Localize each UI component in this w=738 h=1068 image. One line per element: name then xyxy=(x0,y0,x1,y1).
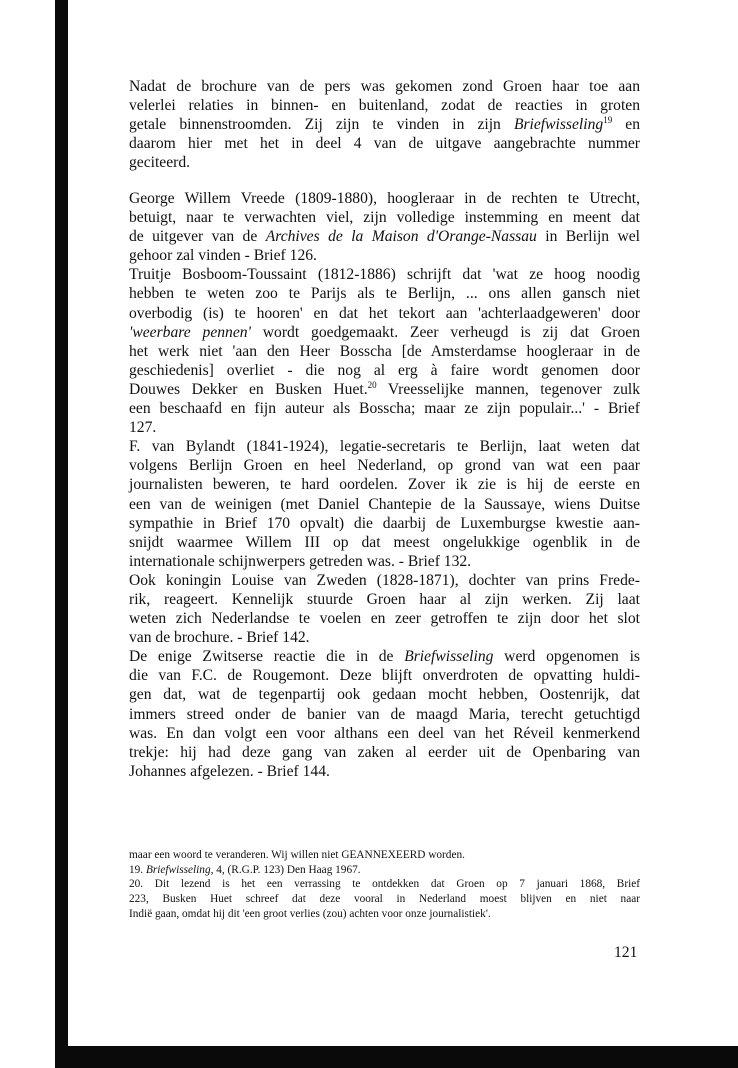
text-line: weten zich Nederlandse te voelen en zeer getroffen te zijn door het slot xyxy=(129,610,640,628)
text-fragment: wordt goedgemaakt. Zeer verheugd is zij dat Groen xyxy=(250,323,640,341)
text-fragment: werd opgenomen is xyxy=(493,648,640,666)
footnote-20-line: Indië gaan, omdat hij dit 'een groot verlies (zou) achten voor onze journalistiek'. xyxy=(129,907,491,920)
text-line: Truitje Bosboom-Toussaint (1812-1886) schrijft dat 'wat ze hoog noodig xyxy=(129,266,640,284)
footnote-19 xyxy=(129,863,640,878)
text-line: immers streed onder de banier van de maagd Maria, terecht getuchtigd xyxy=(129,705,640,723)
book-title: Archives de la Maison d'Orange-Nassau xyxy=(265,228,537,246)
text-line: gen dat, wat de tegenpartij ook gedaan mocht hebben, Oostenrijk, dat xyxy=(129,686,640,704)
text-fragment: de uitgever van de xyxy=(129,228,258,246)
text-fragment: getale binnenstroomden. Zij zijn te vinden in zijn xyxy=(129,116,501,134)
text-line: betuigt, naar te verwachten viel, zijn volledige instemming en meent dat xyxy=(129,209,640,227)
text-fragment: Vreesselijke mannen, tegenover zulk xyxy=(376,380,640,398)
text-fragment: 4, (R.G.P. 123) Den Haag 1967. xyxy=(213,863,361,876)
text-line xyxy=(129,115,640,134)
book-title: Briefwisseling, xyxy=(145,863,214,876)
text-line xyxy=(129,647,640,666)
text-line: George Willem Vreede (1809-1880), hoogleraar in de rechten te Utrecht, xyxy=(129,190,640,207)
scan-border-bottom xyxy=(55,1046,738,1068)
text-line: een beschaafd en fijn auteur als Bosscha; maar ze zijn populair...' - Brief xyxy=(129,400,640,418)
text-fragment: Douwes Dekker en Busken Huet. xyxy=(129,380,368,398)
text-line: F. van Bylandt (1841-1924), legatie-secretaris te Berlijn, laat weten dat xyxy=(129,438,640,456)
footnote-number: 19. xyxy=(129,863,144,876)
text-line: het werk niet 'aan den Heer Bosscha [de Amsterdamse hoogleraar in de xyxy=(129,342,640,360)
text-line: geciteerd. xyxy=(129,154,191,172)
scan-border-left xyxy=(55,0,68,1068)
text-line xyxy=(129,323,640,342)
text-line: 127. xyxy=(129,419,157,437)
text-line: gehoor zal vinden - Brief 126. xyxy=(129,247,317,265)
text-line xyxy=(129,227,640,246)
footnote-continuation: maar een woord te veranderen. Wij willen niet GEANNEXEERD worden. xyxy=(129,849,465,861)
text-line: Johannes afgelezen. - Brief 144. xyxy=(129,762,330,780)
text-line: trekje: hij had deze gang van zaken al eerder uit de Openbaring van xyxy=(129,743,640,761)
page-number: 121 xyxy=(614,944,638,961)
text-line: Ook koningin Louise van Zweden (1828-1871), dochter van prins Frede- xyxy=(129,571,640,589)
text-line: die van F.C. de Rougemont. Deze blijft onverdroten de opvatting huldi- xyxy=(129,667,640,685)
text-line: journalisten beweren, te hard oordelen. Zover ik zie is hij de eerste en xyxy=(129,476,640,494)
footnote-ref: 19 xyxy=(603,115,613,126)
quoted-term: 'weerbare pennen' xyxy=(129,323,251,341)
text-fragment: in Berlijn wel xyxy=(536,228,641,246)
text-line: geschiedenis] overliet - die nog al erg à faire wordt genomen door xyxy=(129,361,640,379)
text-line: overbodig (is) te hooren' en dat het tekort aan 'achterlaadgeweren' door xyxy=(129,304,640,322)
paragraph-2 xyxy=(129,189,640,781)
book-title: Briefwisseling xyxy=(513,116,604,134)
footnotes xyxy=(129,848,640,922)
footnote-ref: 20 xyxy=(367,379,377,390)
footnote-20: 20. Dit lezend is het een verrassing te ontdekken dat Groen op 7 januari 1868, Brief xyxy=(129,878,640,891)
text-line: hebben te weten zoo te Parijs als te Berlijn, ... ons allen gansch niet xyxy=(129,285,640,303)
text-line: van de brochure. - Brief 142. xyxy=(129,629,310,647)
text-fragment: en xyxy=(612,116,641,134)
text-line: internationale schijnwerpers getreden was. - Brief 132. xyxy=(129,552,472,570)
text-line: een van de weinigen (met Daniel Chantepie de la Saussaye, wiens Duitse xyxy=(129,495,640,513)
book-title: Briefwisseling xyxy=(404,648,494,666)
text-line: snijdt waarmee Willem III op dat meest ongelukkige ogenblik in de xyxy=(129,533,640,551)
text-fragment: De enige Zwitserse reactie die in de xyxy=(129,648,394,666)
text-line: velerlei relaties in binnen- en buitenland, zodat de reacties in groten xyxy=(129,97,640,115)
paragraph-1 xyxy=(129,77,640,172)
text-line xyxy=(129,380,640,399)
text-line: sympathie in Brief 170 opvalt) die daarbij de Luxemburgse kwestie aan- xyxy=(129,514,640,532)
text-line: rik, reageert. Kennelijk stuurde Groen haar al zijn werken. Zij laat xyxy=(129,590,640,608)
text-line: Nadat de brochure van de pers was gekomen zond Groen haar toe aan xyxy=(129,78,640,95)
footnote-20-line: 223, Busken Huet schreef dat deze vooral in Nederland moest blijven en niet naar xyxy=(129,893,640,906)
text-line: daarom hier met het in deel 4 van de uitgave aangebrachte nummer xyxy=(129,135,640,153)
text-line: was. En dan volgt een voor althans een deel van het Réveil kenmerkend xyxy=(129,724,640,742)
text-line: volgens Berlijn Groen en heel Nederland, op grond van wat een paar xyxy=(129,457,640,475)
